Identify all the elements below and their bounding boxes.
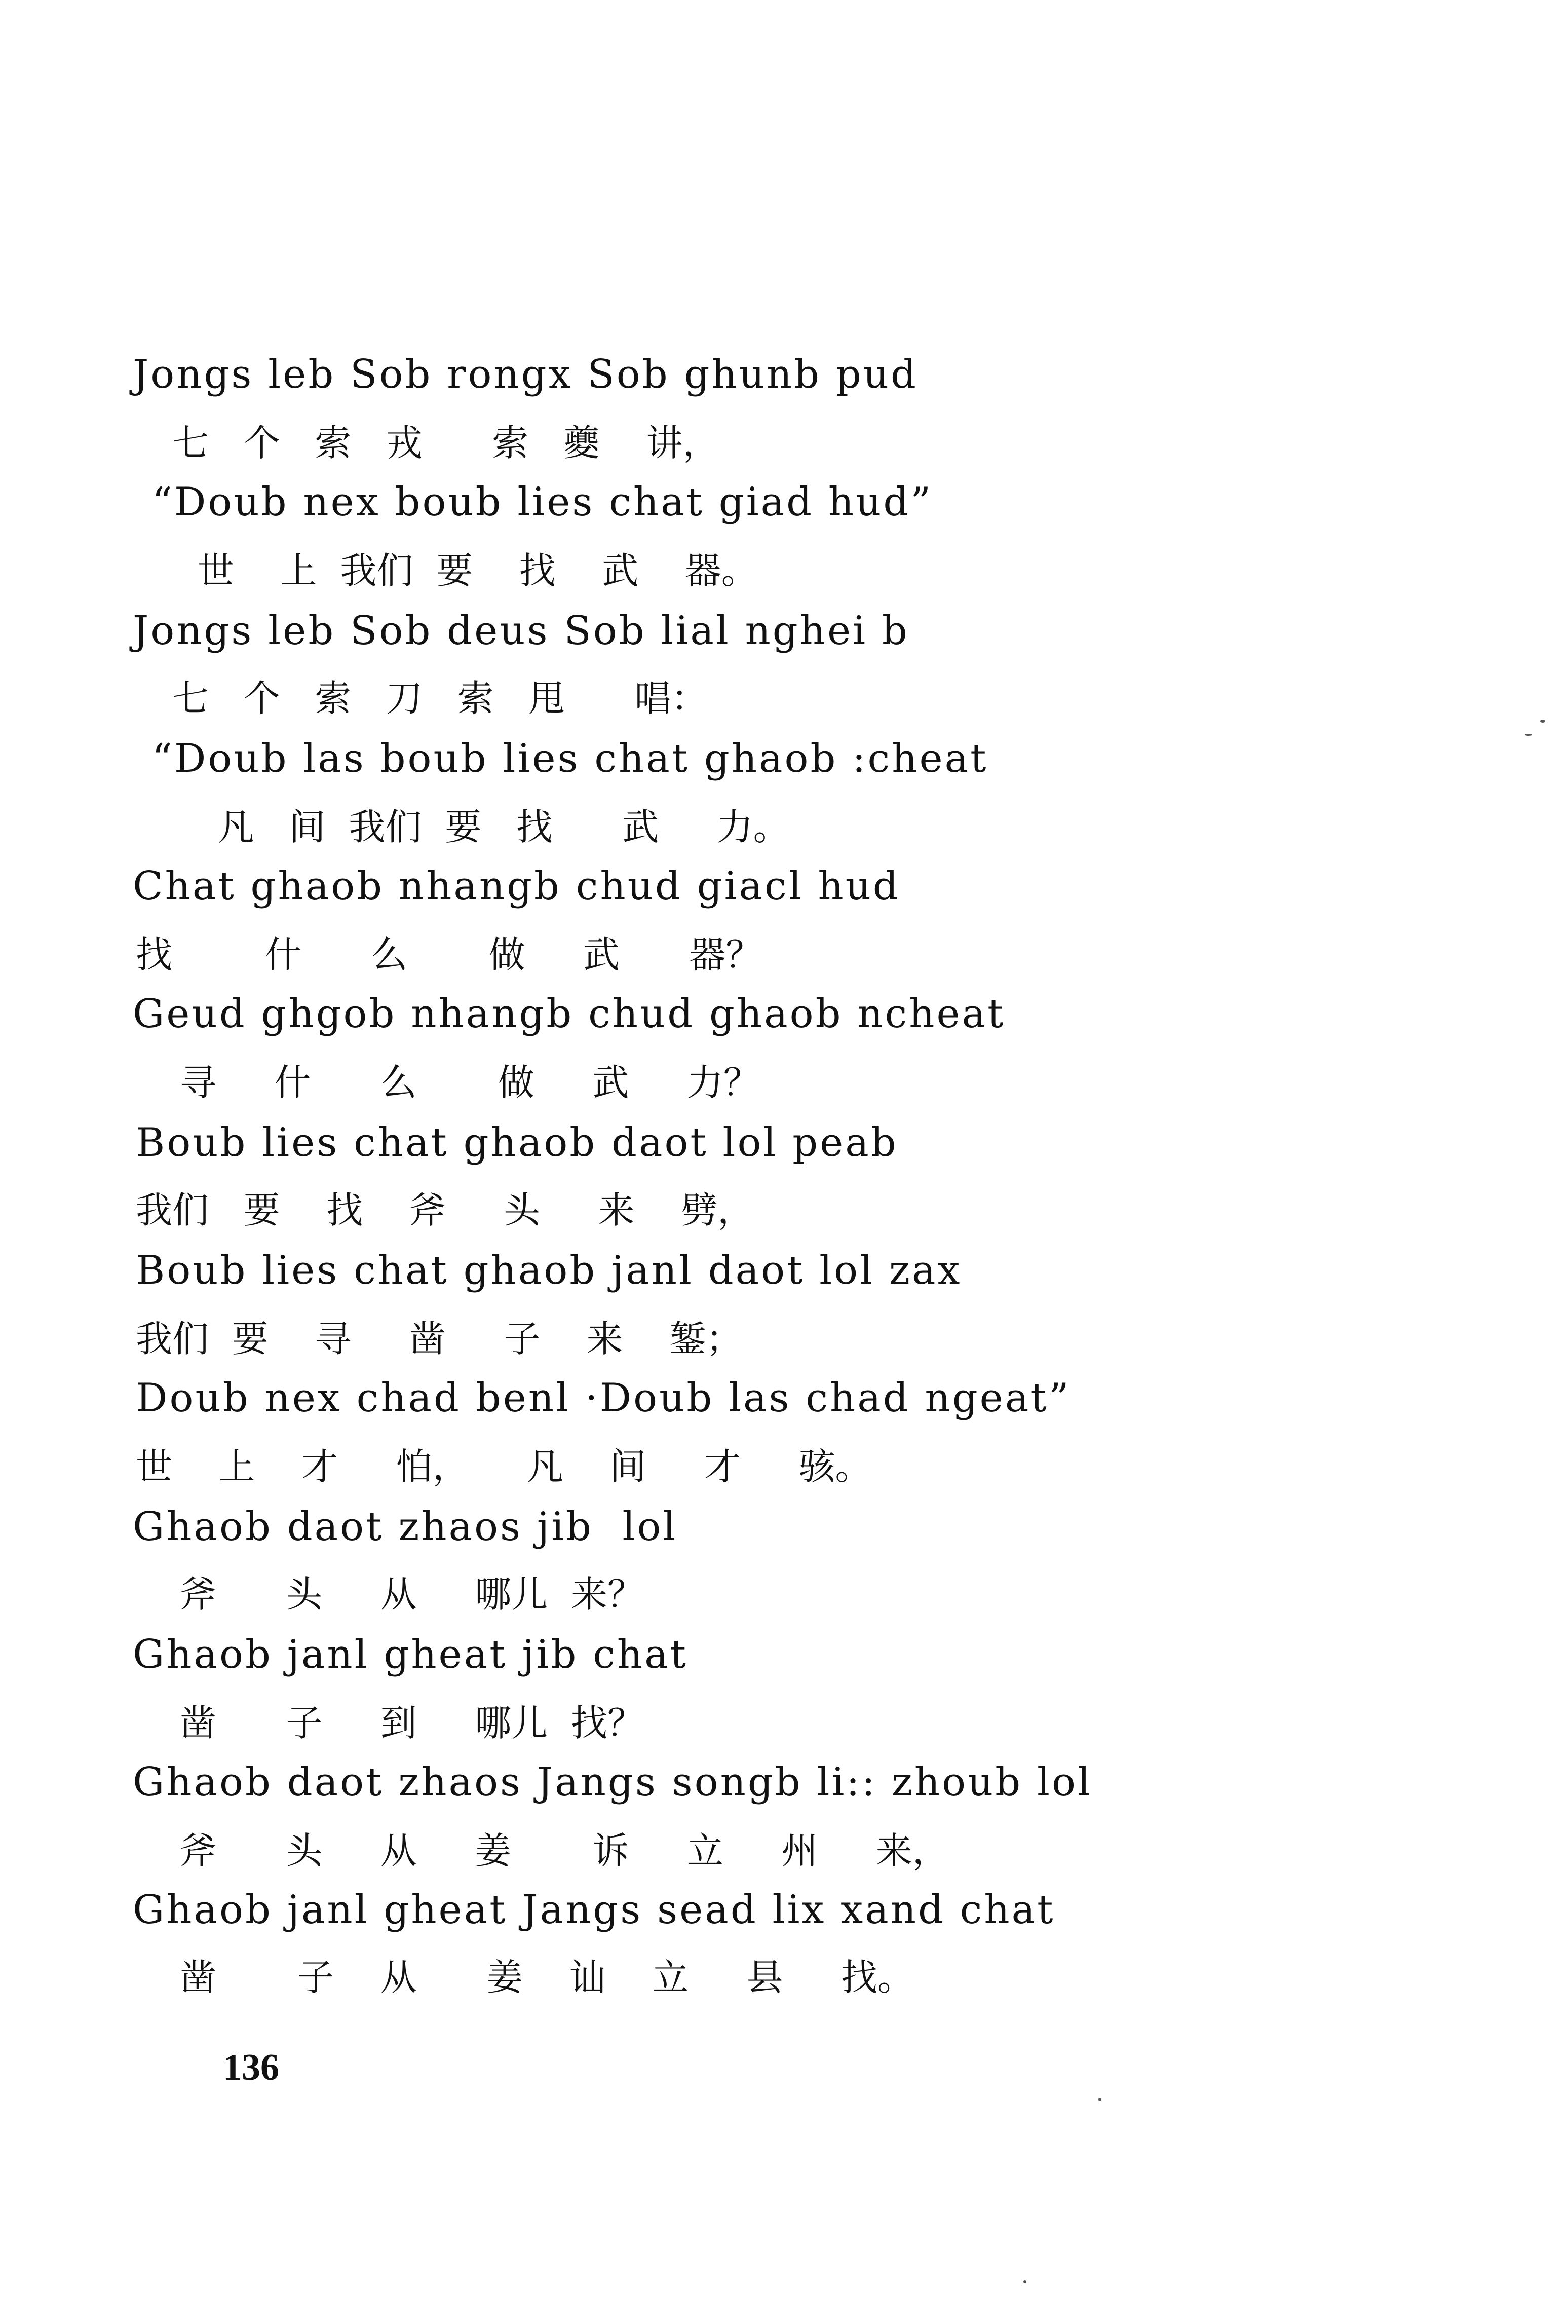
romanized-line: Ghaob daot zhaos Jangs songb li:: zhoub lol [133, 1759, 1092, 1805]
chinese-gloss-line: 斧 头 从 姜 诉 立 州 来， [180, 1829, 949, 1872]
romanized-line: Geud ghgob nhangb chud ghaob ncheat [133, 991, 1006, 1037]
scan-speck [1540, 720, 1545, 723]
chinese-gloss-line: 世 上 我们 要 找 武 器。 [198, 549, 758, 592]
romanized-line: “Doub nex boub lies chat giad hud” [152, 479, 933, 525]
romanized-line: Ghaob janl gheat Jangs sead lix xand chat [133, 1887, 1055, 1933]
chinese-gloss-line: 世 上 才 怕， 凡 间 才 骇。 [136, 1445, 872, 1488]
scan-speck [1023, 2280, 1026, 2283]
romanized-line: Boub lies chat ghaob daot lol peab [136, 1120, 898, 1166]
romanized-line: Doub nex chad benl ·Doub las chad ngeat” [136, 1375, 1071, 1421]
chinese-gloss-line: 寻 什 么 做 武 力？ [180, 1061, 760, 1104]
romanized-line: Boub lies chat ghaob janl daot lol zax [136, 1248, 962, 1293]
romanized-line: Jongs leb Sob rongx Sob ghunb pud [133, 352, 918, 397]
chinese-gloss-line: 凡 间 我们 要 找 武 力。 [218, 806, 790, 848]
page-number: 136 [223, 2047, 279, 2088]
chinese-gloss-line: 我们 要 寻 凿 子 来 錾； [136, 1318, 743, 1360]
scan-speck [1525, 734, 1532, 736]
romanized-line: Chat ghaob nhangb chud giacl hud [133, 864, 900, 909]
romanized-line: “Doub las boub lies chat ghaob :cheat [152, 736, 988, 781]
chinese-gloss-line: 我们 要 找 斧 头 来 劈， [136, 1189, 754, 1231]
chinese-gloss-line: 凿 子 从 姜 讪 立 县 找。 [180, 1956, 914, 1999]
chinese-gloss-line: 七 个 索 戎 索 夔 讲， [172, 422, 719, 464]
chinese-gloss-line: 凿 子 到 哪儿 找？ [180, 1702, 644, 1744]
romanized-line: Ghaob janl gheat jib chat [133, 1632, 688, 1677]
scan-speck [1098, 2098, 1101, 2101]
chinese-gloss-line: 斧 头 从 哪儿 来？ [180, 1573, 644, 1616]
chinese-gloss-line: 找 什 么 做 武 器？ [136, 933, 762, 976]
chinese-gloss-line: 七 个 索 刀 索 甩 唱： [172, 677, 708, 720]
romanized-line: Ghaob daot zhaos jib lol [133, 1504, 678, 1550]
romanized-line: Jongs leb Sob deus Sob lial nghei b [133, 608, 909, 654]
